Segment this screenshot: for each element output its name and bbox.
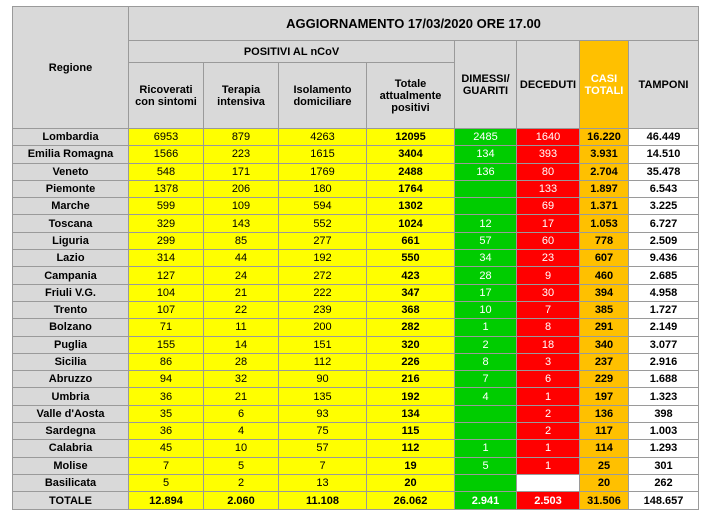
cell-terapia: 21 [204,388,279,405]
cell-ricoverati: 35 [129,405,204,422]
cell-regione: Friuli V.G. [13,284,129,301]
cell-terapia: 85 [204,232,279,249]
cell-dimessi [455,423,517,440]
cell-tamponi: 3.077 [629,336,699,353]
totals-terapia: 2.060 [204,492,279,510]
table-row [13,129,699,146]
totals-totale-positivi: 26.062 [367,492,455,510]
cell-tamponi: 1.688 [629,371,699,388]
cell-dimessi: 1 [455,319,517,336]
cell-deceduti: 17 [517,215,580,232]
cell-ricoverati: 314 [129,250,204,267]
cell-dimessi: 4 [455,388,517,405]
table-row [13,232,699,249]
cell-isolamento: 93 [279,405,367,422]
cell-regione: Calabria [13,440,129,457]
cell-isolamento: 552 [279,215,367,232]
cell-tamponi: 2.509 [629,232,699,249]
table-row [13,423,699,440]
cell-totale-positivi: 134 [367,405,455,422]
totals-casi-totali: 31.506 [580,492,629,510]
cell-totale-positivi: 423 [367,267,455,284]
cell-terapia: 2 [204,474,279,491]
cell-terapia: 28 [204,353,279,370]
cell-totale-positivi: 112 [367,440,455,457]
cell-dimessi [455,198,517,215]
table-row [13,163,699,180]
cell-totale-positivi: 368 [367,301,455,318]
cell-casi-totali: 2.704 [580,163,629,180]
cell-casi-totali: 291 [580,319,629,336]
cell-casi-totali: 778 [580,232,629,249]
cell-terapia: 879 [204,129,279,146]
cell-totale-positivi: 2488 [367,163,455,180]
cell-ricoverati: 36 [129,423,204,440]
cell-isolamento: 151 [279,336,367,353]
cell-isolamento: 180 [279,180,367,197]
cell-isolamento: 75 [279,423,367,440]
cell-totale-positivi: 20 [367,474,455,491]
cell-dimessi: 10 [455,301,517,318]
cell-dimessi [455,405,517,422]
table-row [13,371,699,388]
cell-dimessi [455,474,517,491]
cell-regione: Umbria [13,388,129,405]
cell-deceduti: 8 [517,319,580,336]
table-row [13,457,699,474]
cell-casi-totali: 136 [580,405,629,422]
cell-tamponi: 262 [629,474,699,491]
header-regione: Regione [13,7,129,129]
cell-terapia: 32 [204,371,279,388]
header-casi-totali: CASI TOTALI [580,41,629,129]
cell-totale-positivi: 282 [367,319,455,336]
totals-tamponi: 148.657 [629,492,699,510]
cell-regione: Puglia [13,336,129,353]
cell-terapia: 223 [204,146,279,163]
header-ricoverati: Ricoverati con sintomi [129,63,204,129]
cell-tamponi: 2.149 [629,319,699,336]
cell-isolamento: 7 [279,457,367,474]
cell-deceduti: 1 [517,388,580,405]
cell-terapia: 171 [204,163,279,180]
cell-casi-totali: 1.371 [580,198,629,215]
cell-terapia: 24 [204,267,279,284]
table-row [13,146,699,163]
table-row [13,474,699,491]
cell-regione: Campania [13,267,129,284]
cell-casi-totali: 20 [580,474,629,491]
cell-tamponi: 35.478 [629,163,699,180]
cell-terapia: 109 [204,198,279,215]
cell-casi-totali: 385 [580,301,629,318]
cell-regione: Marche [13,198,129,215]
cell-ricoverati: 5 [129,474,204,491]
table-row [13,250,699,267]
cell-tamponi: 2.916 [629,353,699,370]
cell-deceduti: 3 [517,353,580,370]
cell-totale-positivi: 320 [367,336,455,353]
cell-tamponi: 6.727 [629,215,699,232]
table-row [13,319,699,336]
header-tamponi: TAMPONI [629,41,699,129]
cell-regione: Molise [13,457,129,474]
cell-terapia: 14 [204,336,279,353]
cell-ricoverati: 548 [129,163,204,180]
header-isolamento: Isolamento domiciliare [279,63,367,129]
cell-casi-totali: 460 [580,267,629,284]
cell-ricoverati: 71 [129,319,204,336]
cell-casi-totali: 340 [580,336,629,353]
totals-deceduti: 2.503 [517,492,580,510]
cell-deceduti: 9 [517,267,580,284]
cell-casi-totali: 197 [580,388,629,405]
cell-regione: Emilia Romagna [13,146,129,163]
cell-totale-positivi: 1024 [367,215,455,232]
cell-regione: Sardegna [13,423,129,440]
cell-isolamento: 277 [279,232,367,249]
header-totale-positivi: Totale attualmente positivi [367,63,455,129]
cell-isolamento: 272 [279,267,367,284]
cell-deceduti: 30 [517,284,580,301]
cell-deceduti: 69 [517,198,580,215]
cell-ricoverati: 329 [129,215,204,232]
cell-deceduti: 18 [517,336,580,353]
cell-regione: Lazio [13,250,129,267]
cell-isolamento: 1615 [279,146,367,163]
cell-tamponi: 1.003 [629,423,699,440]
cell-totale-positivi: 347 [367,284,455,301]
header-positivi-group: POSITIVI AL nCoV [129,41,455,63]
cell-dimessi: 12 [455,215,517,232]
table-row [13,301,699,318]
cell-tamponi: 4.958 [629,284,699,301]
cell-deceduti: 6 [517,371,580,388]
table-row [13,405,699,422]
cell-casi-totali: 114 [580,440,629,457]
cell-dimessi: 17 [455,284,517,301]
cell-ricoverati: 127 [129,267,204,284]
cell-isolamento: 135 [279,388,367,405]
cell-tamponi: 9.436 [629,250,699,267]
cell-ricoverati: 86 [129,353,204,370]
cell-terapia: 206 [204,180,279,197]
cell-deceduti: 1 [517,457,580,474]
cell-totale-positivi: 226 [367,353,455,370]
cell-isolamento: 4263 [279,129,367,146]
header-deceduti: DECEDUTI [517,41,580,129]
cell-deceduti: 2 [517,423,580,440]
cell-dimessi: 134 [455,146,517,163]
cell-totale-positivi: 115 [367,423,455,440]
header-terapia: Terapia intensiva [204,63,279,129]
cell-deceduti: 1 [517,440,580,457]
cell-totale-positivi: 19 [367,457,455,474]
cell-isolamento: 192 [279,250,367,267]
cell-tamponi: 1.727 [629,301,699,318]
table-row [13,388,699,405]
cell-regione: Sicilia [13,353,129,370]
cell-casi-totali: 3.931 [580,146,629,163]
cell-regione: Basilicata [13,474,129,491]
cell-casi-totali: 1.053 [580,215,629,232]
table-row [13,267,699,284]
cell-tamponi: 1.293 [629,440,699,457]
cell-deceduti: 7 [517,301,580,318]
cell-tamponi: 1.323 [629,388,699,405]
cell-regione: Veneto [13,163,129,180]
cell-regione: Toscana [13,215,129,232]
cell-totale-positivi: 12095 [367,129,455,146]
cell-isolamento: 13 [279,474,367,491]
cell-dimessi: 57 [455,232,517,249]
totals-ricoverati: 12.894 [129,492,204,510]
cell-dimessi: 2485 [455,129,517,146]
cell-isolamento: 200 [279,319,367,336]
covid-data-table [12,6,699,510]
cell-regione: Valle d'Aosta [13,405,129,422]
cell-casi-totali: 607 [580,250,629,267]
header-dimessi: DIMESSI/ GUARITI [455,41,517,129]
cell-totale-positivi: 192 [367,388,455,405]
cell-tamponi: 398 [629,405,699,422]
cell-tamponi: 6.543 [629,180,699,197]
table-row [13,440,699,457]
cell-casi-totali: 394 [580,284,629,301]
cell-regione: Abruzzo [13,371,129,388]
cell-totale-positivi: 3404 [367,146,455,163]
cell-ricoverati: 94 [129,371,204,388]
cell-casi-totali: 16.220 [580,129,629,146]
cell-ricoverati: 299 [129,232,204,249]
totals-dimessi: 2.941 [455,492,517,510]
cell-ricoverati: 104 [129,284,204,301]
totals-label: TOTALE [13,492,129,510]
cell-isolamento: 239 [279,301,367,318]
cell-ricoverati: 7 [129,457,204,474]
cell-casi-totali: 237 [580,353,629,370]
cell-deceduti [517,474,580,491]
table-row [13,353,699,370]
cell-ricoverati: 155 [129,336,204,353]
cell-dimessi: 1 [455,440,517,457]
cell-regione: Trento [13,301,129,318]
cell-isolamento: 90 [279,371,367,388]
cell-dimessi: 8 [455,353,517,370]
cell-totale-positivi: 550 [367,250,455,267]
cell-deceduti: 23 [517,250,580,267]
table-title: AGGIORNAMENTO 17/03/2020 ORE 17.00 [129,7,699,41]
cell-ricoverati: 107 [129,301,204,318]
cell-ricoverati: 6953 [129,129,204,146]
cell-totale-positivi: 1302 [367,198,455,215]
cell-casi-totali: 117 [580,423,629,440]
cell-casi-totali: 229 [580,371,629,388]
cell-terapia: 143 [204,215,279,232]
totals-isolamento: 11.108 [279,492,367,510]
cell-isolamento: 112 [279,353,367,370]
cell-dimessi: 5 [455,457,517,474]
cell-terapia: 22 [204,301,279,318]
cell-tamponi: 3.225 [629,198,699,215]
totals-row [13,492,699,510]
cell-deceduti: 393 [517,146,580,163]
cell-totale-positivi: 661 [367,232,455,249]
cell-dimessi: 7 [455,371,517,388]
cell-terapia: 21 [204,284,279,301]
cell-terapia: 44 [204,250,279,267]
cell-ricoverati: 1378 [129,180,204,197]
cell-ricoverati: 45 [129,440,204,457]
cell-tamponi: 2.685 [629,267,699,284]
cell-isolamento: 1769 [279,163,367,180]
cell-casi-totali: 25 [580,457,629,474]
cell-deceduti: 80 [517,163,580,180]
cell-regione: Lombardia [13,129,129,146]
cell-terapia: 5 [204,457,279,474]
cell-terapia: 4 [204,423,279,440]
cell-dimessi: 2 [455,336,517,353]
table-row [13,180,699,197]
cell-terapia: 11 [204,319,279,336]
cell-tamponi: 46.449 [629,129,699,146]
cell-deceduti: 1640 [517,129,580,146]
cell-regione: Piemonte [13,180,129,197]
cell-terapia: 10 [204,440,279,457]
cell-ricoverati: 1566 [129,146,204,163]
cell-dimessi: 28 [455,267,517,284]
cell-ricoverati: 599 [129,198,204,215]
cell-dimessi: 34 [455,250,517,267]
cell-dimessi: 136 [455,163,517,180]
cell-totale-positivi: 216 [367,371,455,388]
table-row [13,336,699,353]
table-row [13,284,699,301]
cell-dimessi [455,180,517,197]
cell-regione: Liguria [13,232,129,249]
cell-tamponi: 14.510 [629,146,699,163]
cell-totale-positivi: 1764 [367,180,455,197]
cell-isolamento: 594 [279,198,367,215]
cell-ricoverati: 36 [129,388,204,405]
cell-regione: Bolzano [13,319,129,336]
cell-isolamento: 222 [279,284,367,301]
cell-deceduti: 133 [517,180,580,197]
cell-deceduti: 2 [517,405,580,422]
cell-casi-totali: 1.897 [580,180,629,197]
cell-tamponi: 301 [629,457,699,474]
table-row [13,215,699,232]
cell-isolamento: 57 [279,440,367,457]
cell-deceduti: 60 [517,232,580,249]
table-row [13,198,699,215]
cell-terapia: 6 [204,405,279,422]
